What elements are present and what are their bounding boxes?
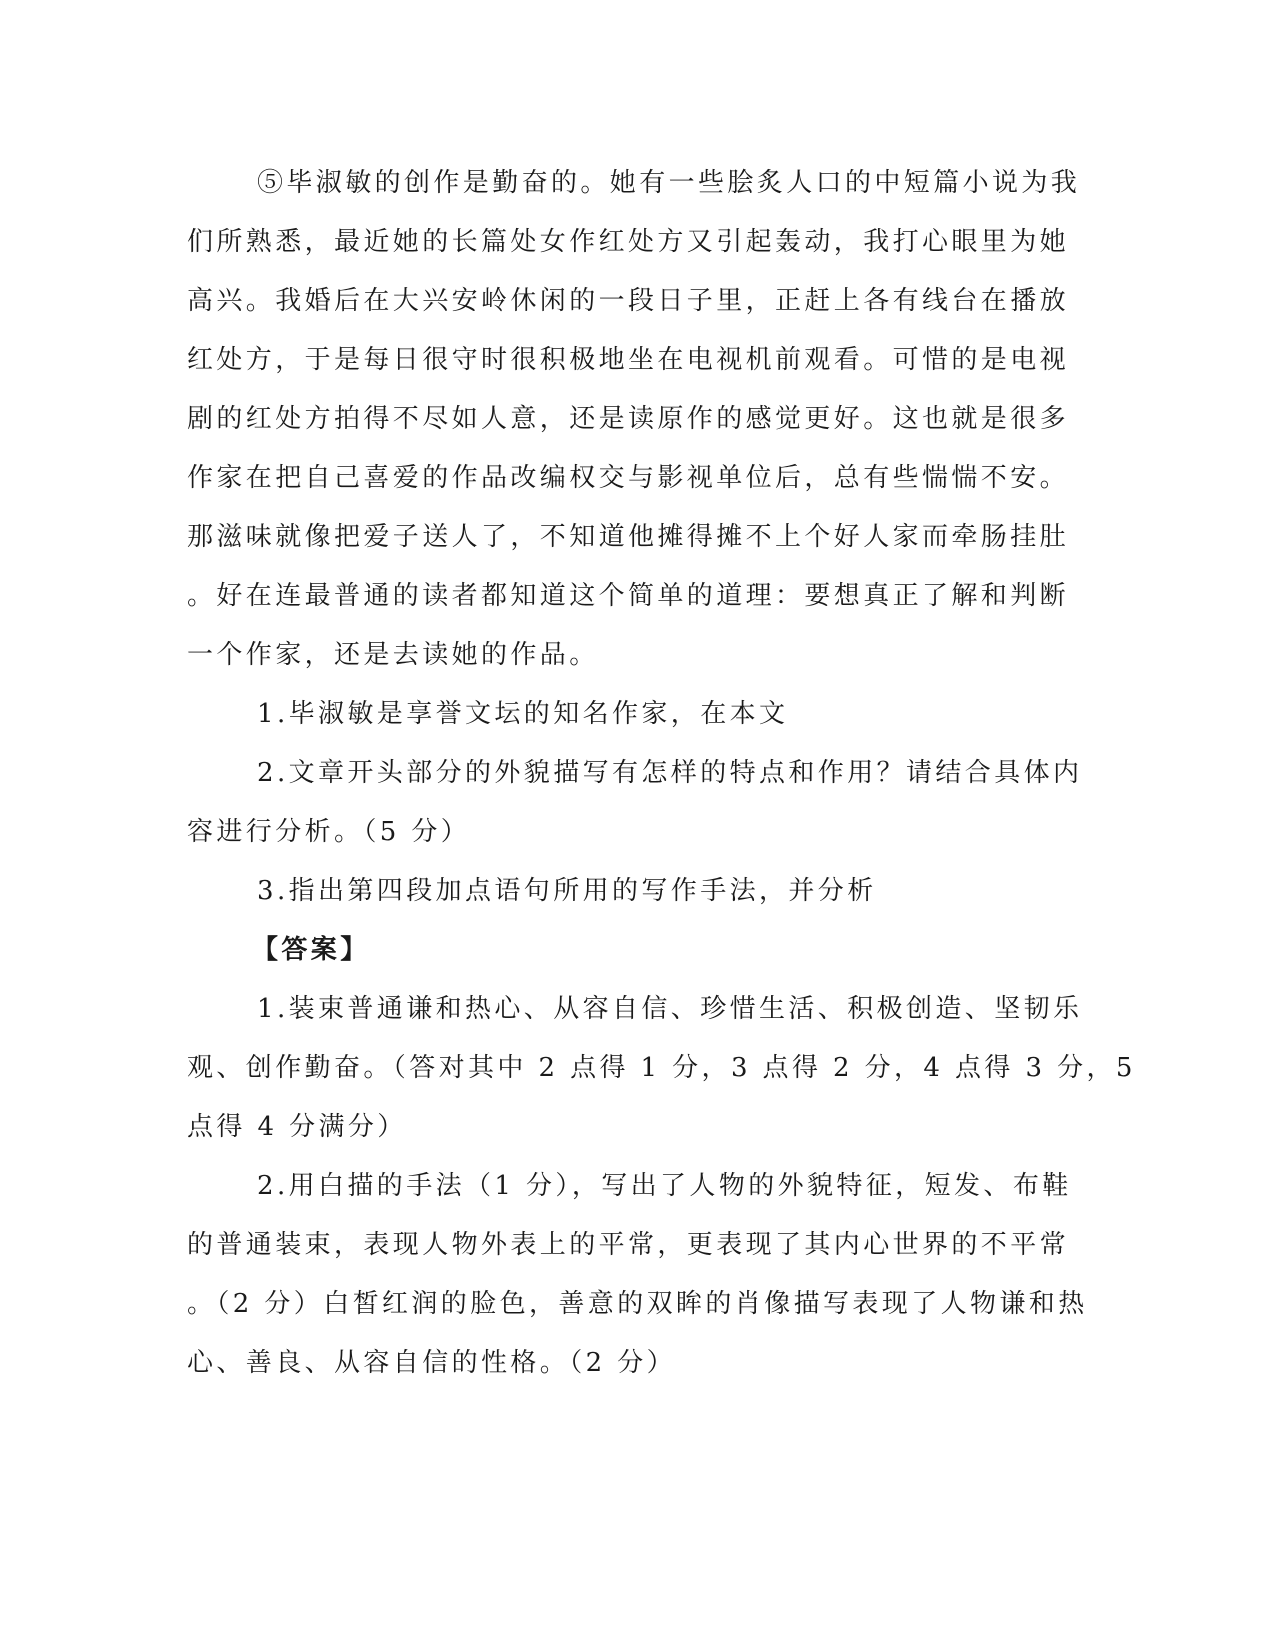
paragraph-5-line-7: 那滋味就像把爱子送人了，不知道他摊得摊不上个好人家而牵肠挂肚 <box>187 522 1070 552</box>
answer-2-line-4: 心、善良、从容自信的性格。（2 分） <box>187 1348 677 1378</box>
answer-2-line-1: 2.用白描的手法（1 分），写出了人物的外貌特征，短发、布鞋 <box>257 1171 1072 1201</box>
paragraph-5-line-5: 剧的红处方拍得不尽如人意，还是读原作的感觉更好。这也就是很多 <box>187 404 1070 434</box>
paragraph-5-line-4: 红处方，于是每日很守时很积极地坐在电视机前观看。可惜的是电视 <box>187 345 1070 375</box>
paragraph-5-line-2: 们所熟悉，最近她的长篇处女作红处方又引起轰动，我打心眼里为她 <box>187 227 1070 257</box>
paragraph-5-line-1: ⑤毕淑敏的创作是勤奋的。她有一些脍炙人口的中短篇小说为我 <box>257 168 1081 198</box>
question-2-line-2: 容进行分析。（5 分） <box>187 817 471 847</box>
paragraph-5-line-9: 一个作家，还是去读她的作品。 <box>187 640 599 670</box>
answer-2-line-3: 。（2 分）白皙红润的脸色，善意的双眸的肖像描写表现了人物谦和热 <box>187 1289 1088 1319</box>
paragraph-5-line-8: 。好在连最普通的读者都知道这个简单的道理：要想真正了解和判断 <box>187 581 1070 611</box>
paragraph-5-line-6: 作家在把自己喜爱的作品改编权交与影视单位后，总有些惴惴不安。 <box>187 463 1070 493</box>
answer-2-line-2: 的普通装束，表现人物外表上的平常，更表现了其内心世界的不平常 <box>187 1230 1070 1260</box>
answer-heading: 【答案】 <box>252 935 370 965</box>
paragraph-5-line-3: 高兴。我婚后在大兴安岭休闲的一段日子里，正赶上各有线台在播放 <box>187 286 1070 316</box>
question-1: 1.毕淑敏是享誉文坛的知名作家，在本文 <box>257 699 789 729</box>
question-2-line-1: 2.文章开头部分的外貌描写有怎样的特点和作用？请结合具体内 <box>257 758 1083 788</box>
answer-1-line-1: 1.装束普通谦和热心、从容自信、珍惜生活、积极创造、坚韧乐 <box>257 994 1083 1024</box>
answer-1-line-2: 观、创作勤奋。（答对其中 2 点得 1 分，3 点得 2 分，4 点得 3 分，5 <box>187 1053 1136 1083</box>
answer-1-line-3: 点得 4 分满分） <box>187 1112 407 1142</box>
question-3: 3.指出第四段加点语句所用的写作手法，并分析 <box>257 876 877 906</box>
